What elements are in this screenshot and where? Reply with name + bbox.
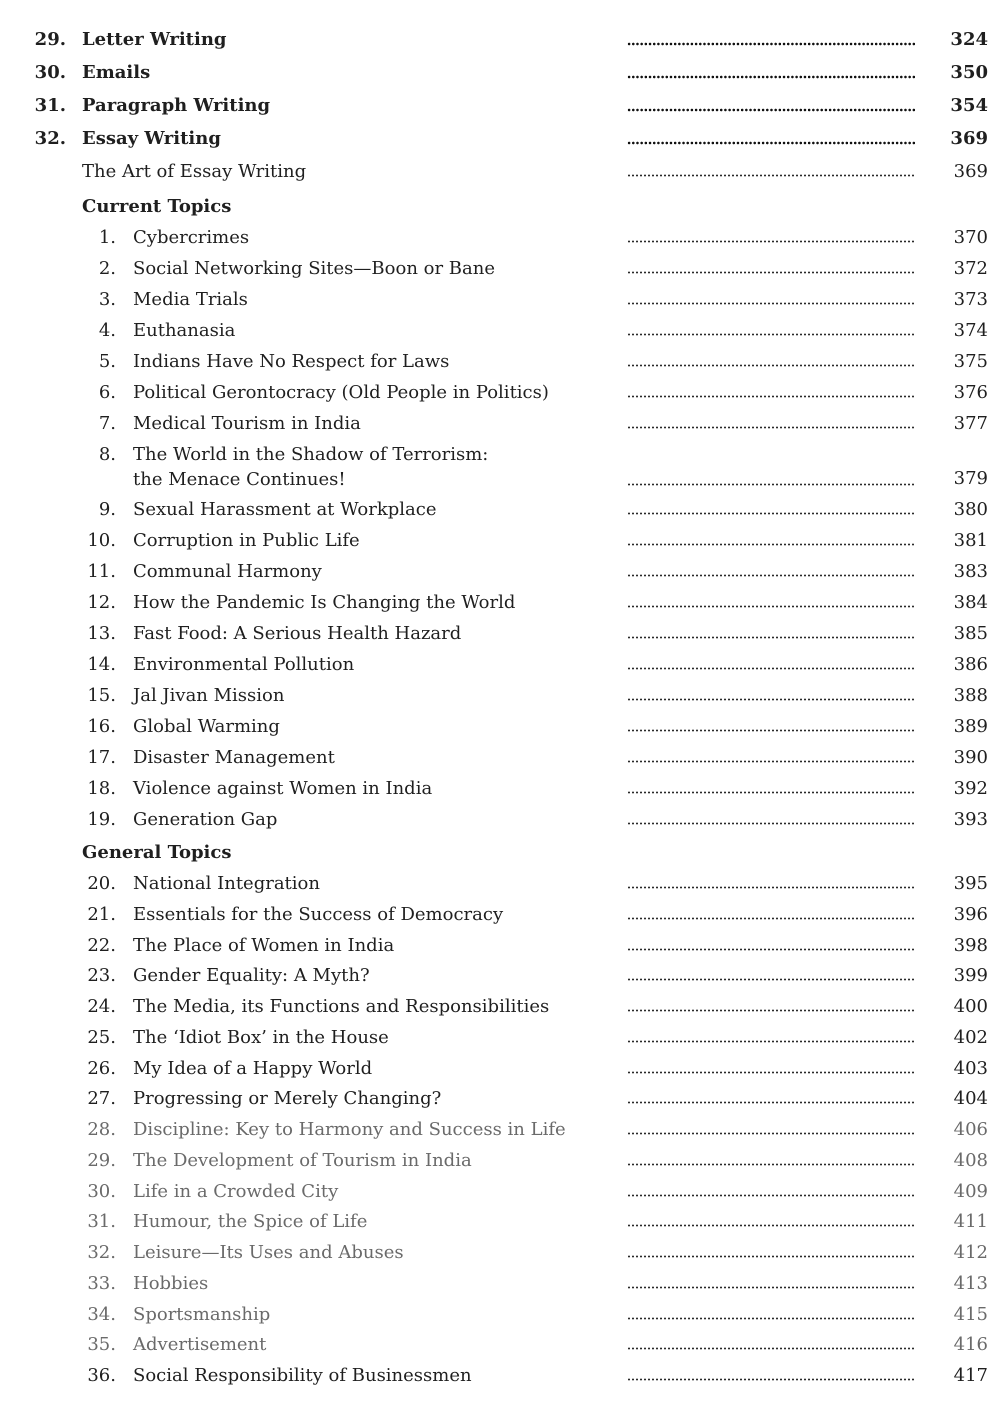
toc-entry: [0, 587, 1000, 618]
page-number: 393: [953, 809, 988, 830]
dot-leader: [627, 483, 915, 486]
dot-leader: [627, 1317, 915, 1320]
entry-number: 12.: [87, 592, 116, 613]
page-number: 350: [950, 62, 988, 83]
page-number: 400: [953, 996, 988, 1017]
dot-leader: [627, 395, 915, 398]
dot-leader: [627, 791, 915, 794]
entry-title: Gender Equality: A Myth?: [133, 965, 370, 987]
toc-entry: [0, 315, 1000, 346]
entry-number: 31.: [34, 95, 66, 116]
entry-title: The Media, its Functions and Responsibilities: [133, 996, 550, 1017]
dot-leader: [627, 333, 915, 336]
page-number: 369: [950, 128, 988, 149]
entry-number: 22.: [87, 934, 116, 956]
entry-title: The Art of Essay Writing: [82, 161, 307, 182]
page-number: 376: [953, 382, 988, 403]
page-number: 415: [953, 1303, 988, 1325]
dot-leader: [627, 543, 915, 546]
section-heading-text: General Topics: [82, 842, 232, 863]
entry-number: 1.: [98, 227, 116, 248]
toc-entry: [0, 1083, 1000, 1114]
entry-title: Jal Jivan Mission: [133, 685, 285, 706]
entry-number: 33.: [87, 1272, 116, 1294]
toc-entry: [0, 1176, 1000, 1207]
entry-title: Leisure—Its Uses and Abuses: [133, 1242, 404, 1263]
dot-leader: [627, 426, 915, 429]
entry-number: 6.: [98, 382, 116, 403]
page-number: 402: [953, 1026, 988, 1048]
dot-leader: [627, 948, 915, 951]
dot-leader: [627, 1163, 915, 1166]
entry-number: 7.: [98, 413, 116, 434]
entry-number: 34.: [87, 1303, 116, 1325]
page-number: 386: [953, 654, 988, 675]
entry-title: The Place of Women in India: [133, 934, 395, 956]
entry-number: 17.: [87, 747, 116, 768]
chapter-entry: [0, 90, 1000, 121]
dot-leader: [627, 978, 915, 981]
entry-title-line1: The World in the Shadow of Terrorism:: [133, 444, 489, 465]
toc-entry: [0, 1145, 1000, 1176]
dot-leader: [627, 667, 915, 670]
entry-number: 8.: [98, 444, 116, 465]
dot-leader: [627, 1378, 915, 1381]
dot-leader: [627, 1347, 915, 1350]
entry-title: [133, 442, 488, 492]
entry-number: 25.: [87, 1026, 116, 1048]
toc-entry: [0, 991, 1000, 1022]
toc-entry: [0, 377, 1000, 408]
entry-title: The ‘Idiot Box’ in the House: [133, 1026, 389, 1048]
dot-leader: [627, 174, 915, 177]
page-number: 385: [953, 623, 988, 644]
entry-title: Sportsmanship: [133, 1303, 271, 1325]
dot-leader: [627, 636, 915, 639]
entry-title: How the Pandemic Is Changing the World: [133, 592, 516, 613]
entry-number: 20.: [87, 873, 116, 894]
dot-leader: [627, 271, 915, 274]
entry-title: Medical Tourism in India: [133, 413, 361, 434]
entry-title: The Development of Tourism in India: [133, 1149, 472, 1171]
entry-title: Essay Writing: [82, 128, 221, 149]
entry-number: 9.: [98, 499, 116, 520]
entry-number: 29.: [34, 29, 66, 50]
entry-number: 29.: [87, 1149, 116, 1171]
entry-title: Disaster Management: [133, 747, 335, 768]
toc-entry: [0, 439, 1000, 495]
toc-entry: [0, 1053, 1000, 1084]
entry-number: 30.: [87, 1180, 116, 1202]
page-number: 372: [953, 258, 988, 279]
toc-entry: [0, 899, 1000, 930]
entry-title: Essentials for the Success of Democracy: [133, 903, 504, 925]
toc-entry: [0, 408, 1000, 439]
entry-number: 19.: [87, 809, 116, 830]
entry-title: Media Trials: [133, 289, 248, 310]
page-number: 379: [953, 468, 988, 489]
entry-number: 13.: [87, 623, 116, 644]
page-number: 374: [953, 320, 988, 341]
dot-leader: [627, 302, 915, 305]
entry-title: My Idea of a Happy World: [133, 1057, 373, 1079]
entry-title: Emails: [82, 62, 151, 83]
entry-number: 14.: [87, 654, 116, 675]
toc-entry: [0, 1268, 1000, 1299]
dot-leader: [627, 1009, 915, 1012]
entry-number: 16.: [87, 716, 116, 737]
dot-leader: [627, 729, 915, 732]
page-number: 389: [953, 716, 988, 737]
entry-title: Generation Gap: [133, 809, 278, 830]
toc-entry: [0, 253, 1000, 284]
dot-leader: [627, 1286, 915, 1289]
page-number: 404: [953, 1088, 988, 1110]
entry-number: 10.: [87, 530, 116, 551]
dot-leader: [627, 240, 915, 243]
page-number: 411: [953, 1211, 988, 1233]
page-number: 390: [953, 747, 988, 768]
toc-entry: [0, 618, 1000, 649]
toc-entry: [0, 930, 1000, 961]
toc-entry: [0, 742, 1000, 773]
entry-title: Sexual Harassment at Workplace: [133, 499, 437, 520]
entry-number: 36.: [87, 1365, 116, 1386]
page-number: 383: [953, 561, 988, 582]
page-number: 375: [953, 351, 988, 372]
dot-leader: [627, 42, 915, 46]
page-number: 406: [953, 1119, 988, 1140]
entry-number: 15.: [87, 685, 116, 706]
entry-number: 27.: [87, 1088, 116, 1110]
entry-number: 30.: [34, 62, 66, 83]
page-number: 370: [953, 227, 988, 248]
entry-title: Fast Food: A Serious Health Hazard: [133, 623, 462, 644]
toc-entry: [0, 1299, 1000, 1330]
entry-title: Violence against Women in India: [133, 778, 433, 799]
entry-title: Hobbies: [133, 1272, 209, 1294]
entry-title: Progressing or Merely Changing?: [133, 1088, 442, 1110]
entry-title: Political Gerontocracy (Old People in Politics): [133, 382, 549, 403]
toc-entry: [0, 1114, 1000, 1145]
entry-number: 26.: [87, 1057, 116, 1079]
page-number: 384: [953, 592, 988, 613]
entry-number: 4.: [98, 320, 116, 341]
toc-entry: [0, 711, 1000, 742]
toc-entry: [0, 868, 1000, 899]
section-heading: [0, 191, 1000, 222]
toc-entry: [0, 556, 1000, 587]
chapter-entry: [0, 57, 1000, 88]
chapter-entry: [0, 123, 1000, 154]
page-number: 388: [953, 685, 988, 706]
entry-number: 2.: [98, 258, 116, 279]
dot-leader: [627, 75, 915, 79]
toc-entry: [0, 680, 1000, 711]
dot-leader: [627, 1071, 915, 1074]
entry-number: 23.: [87, 965, 116, 987]
dot-leader: [627, 108, 915, 112]
entry-title: Environmental Pollution: [133, 654, 355, 675]
dot-leader: [627, 760, 915, 763]
entry-number: 5.: [98, 351, 116, 372]
dot-leader: [627, 917, 915, 920]
entry-number: 32.: [87, 1242, 116, 1263]
toc-entry: [0, 1206, 1000, 1237]
page-number: 373: [953, 289, 988, 310]
page-number: 377: [953, 413, 988, 434]
toc-entry: [0, 494, 1000, 525]
dot-leader: [627, 698, 915, 701]
dot-leader: [627, 1040, 915, 1043]
page-number: 392: [953, 778, 988, 799]
page-number: 399: [953, 965, 988, 987]
entry-title: Cybercrimes: [133, 227, 250, 248]
dot-leader: [627, 364, 915, 367]
entry-title: Euthanasia: [133, 320, 236, 341]
toc-entry: [0, 156, 1000, 187]
toc-entry: [0, 804, 1000, 835]
entry-number: 18.: [87, 778, 116, 799]
entry-number: 35.: [87, 1334, 116, 1356]
entry-title: Corruption in Public Life: [133, 530, 360, 551]
page-number: 324: [950, 29, 988, 50]
toc-entry: [0, 222, 1000, 253]
entry-number: 11.: [87, 561, 116, 582]
toc-entry: [0, 1022, 1000, 1053]
toc-entry: [0, 773, 1000, 804]
entry-number: 21.: [87, 903, 116, 925]
entry-title: Paragraph Writing: [82, 95, 271, 116]
toc-entry: [0, 960, 1000, 991]
toc-entry: [0, 525, 1000, 556]
dot-leader: [627, 605, 915, 608]
chapter-entry: [0, 24, 1000, 55]
toc-entry: [0, 649, 1000, 680]
page-number: 409: [953, 1180, 988, 1202]
entry-title: Advertisement: [133, 1334, 267, 1356]
entry-title: Global Warming: [133, 716, 280, 737]
dot-leader: [627, 1224, 915, 1227]
entry-title: National Integration: [133, 873, 320, 894]
page-number: 380: [953, 499, 988, 520]
dot-leader: [627, 1132, 915, 1135]
entry-title: Letter Writing: [82, 29, 227, 50]
page-number: 408: [953, 1149, 988, 1171]
page-number: 381: [953, 530, 988, 551]
page-number: 403: [953, 1057, 988, 1079]
dot-leader: [627, 822, 915, 825]
entry-title: Discipline: Key to Harmony and Success in Life: [133, 1119, 566, 1140]
toc-entry: [0, 346, 1000, 377]
entry-number: 24.: [87, 996, 116, 1017]
toc-entry: [0, 284, 1000, 315]
dot-leader: [627, 574, 915, 577]
entry-title: Social Responsibility of Businessmen: [133, 1365, 472, 1386]
dot-leader: [627, 886, 915, 889]
dot-leader: [627, 1255, 915, 1258]
entry-number: 28.: [87, 1119, 116, 1140]
entry-number: 31.: [87, 1211, 116, 1233]
entry-number: 32.: [34, 128, 66, 149]
entry-title: Communal Harmony: [133, 561, 322, 582]
page-number: 417: [953, 1365, 988, 1386]
entry-title-line2: the Menace Continues!: [133, 469, 346, 490]
toc-entry: [0, 1360, 1000, 1391]
page-number: 396: [953, 903, 988, 925]
entry-title: Life in a Crowded City: [133, 1180, 339, 1202]
page-number: 354: [950, 95, 988, 116]
entry-number: 3.: [98, 289, 116, 310]
page-number: 369: [953, 161, 988, 182]
entry-title: Indians Have No Respect for Laws: [133, 351, 450, 372]
section-heading: [0, 837, 1000, 868]
page-number: 398: [953, 934, 988, 956]
page-number: 413: [953, 1272, 988, 1294]
toc-entry: [0, 1329, 1000, 1360]
dot-leader: [627, 1194, 915, 1197]
page-number: 416: [953, 1334, 988, 1356]
dot-leader: [627, 1101, 915, 1104]
page-number: 395: [953, 873, 988, 894]
page-number: 412: [953, 1242, 988, 1263]
section-heading-text: Current Topics: [82, 196, 232, 217]
toc-entry: [0, 1237, 1000, 1268]
dot-leader: [627, 141, 915, 145]
entry-title: Humour, the Spice of Life: [133, 1211, 368, 1233]
entry-title: Social Networking Sites—Boon or Bane: [133, 258, 495, 279]
dot-leader: [627, 512, 915, 515]
